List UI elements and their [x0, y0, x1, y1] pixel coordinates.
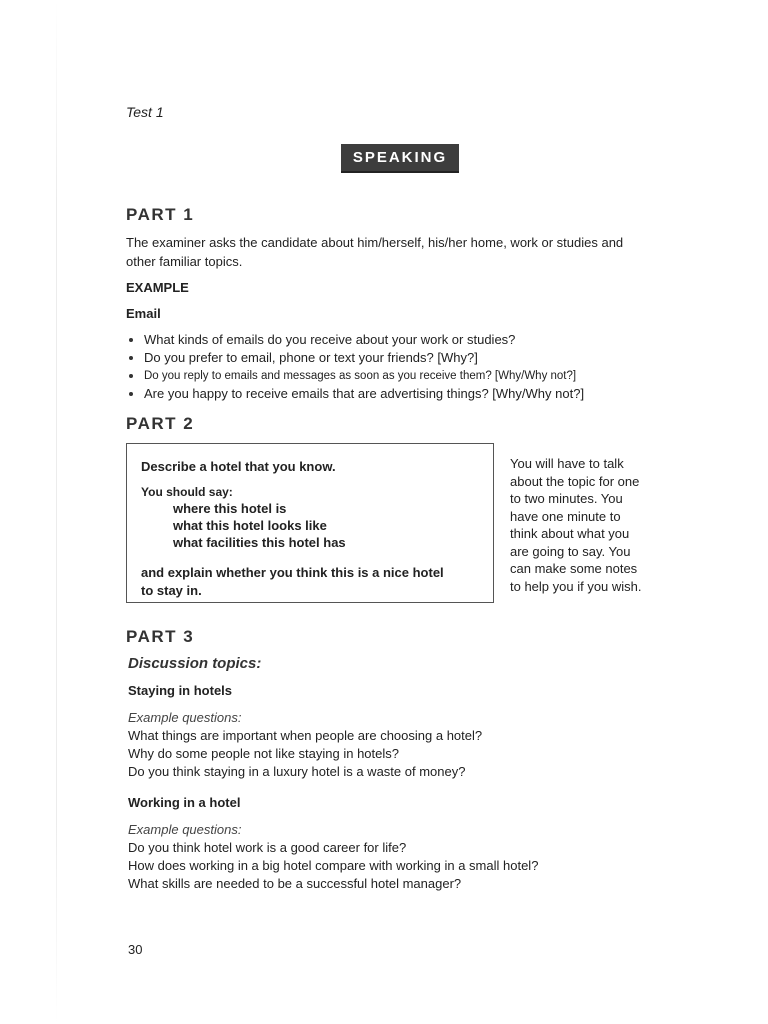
part3-heading: PART 3 [126, 627, 195, 646]
topic-questions-working [128, 821, 538, 893]
instruction-line: have one minute to [510, 508, 621, 524]
part1-heading: PART 1 [126, 205, 195, 224]
cue-card-explain [141, 564, 483, 600]
instruction-line: You will have to talk [510, 456, 624, 471]
part1-intro-line1: The examiner asks the candidate about him/herself, his/her home, work or studies and [126, 235, 624, 250]
topic-title-staying: Staying in hotels [128, 683, 233, 698]
cue-card-point: what this hotel looks like [173, 518, 327, 533]
list-item: What kinds of emails do you receive about your work or studies? [126, 331, 584, 349]
list-item: Do you prefer to email, phone or text your friends? [Why?] [126, 349, 584, 367]
example-questions-label: Example questions: [128, 710, 242, 725]
list-item: Do you reply to emails and messages as soon as you receive them? [Why/Why not?] [126, 367, 584, 385]
test-label: Test 1 [126, 104, 164, 120]
part1-topic: Email [126, 306, 161, 321]
question-line: How does working in a big hotel compare with working in a small hotel? [128, 858, 539, 873]
section-title-banner: SPEAKING [341, 144, 459, 173]
cue-card-explain-line1: and explain whether you think this is a nice hotel [141, 565, 444, 580]
instruction-line: to help you if you wish. [510, 578, 642, 594]
part2-heading: PART 2 [126, 414, 195, 433]
cue-card-explain-line2: to stay in. [141, 583, 202, 598]
cue-card-should-say: You should say: [141, 485, 233, 499]
part1-question-list [126, 331, 584, 403]
instruction-line: can make some notes [510, 561, 638, 576]
question-line: Do you think hotel work is a good career for life? [128, 840, 407, 855]
instruction-line: about the topic for one [510, 473, 640, 489]
part1-intro [126, 233, 623, 271]
page-edge-shadow [56, 0, 57, 1024]
list-item: Are you happy to receive emails that are advertising things? [Why/Why not?] [126, 385, 584, 403]
discussion-topics-label: Discussion topics: [128, 655, 262, 672]
part2-instructions [510, 455, 670, 595]
question-line: What skills are needed to be a successful hotel manager? [128, 876, 462, 891]
instruction-line: think about what you [510, 526, 630, 541]
question-line: Why do some people not like staying in hotels? [128, 746, 399, 761]
instruction-line: to two minutes. You [510, 491, 623, 506]
part1-example-label: EXAMPLE [126, 280, 189, 295]
cue-card-point: where this hotel is [173, 501, 287, 516]
instruction-line: are going to say. You [510, 543, 631, 559]
topic-title-working: Working in a hotel [128, 795, 241, 810]
question-line: Do you think staying in a luxury hotel is a waste of money? [128, 764, 466, 779]
question-line: What things are important when people are choosing a hotel? [128, 728, 483, 743]
cue-card-title: Describe a hotel that you know. [141, 459, 336, 474]
page-number: 30 [128, 942, 143, 957]
cue-card-point: what facilities this hotel has [173, 535, 346, 550]
topic-questions-staying [128, 709, 482, 781]
cue-card-content [141, 458, 483, 600]
example-questions-label: Example questions: [128, 822, 242, 837]
cue-card [126, 443, 494, 603]
part1-intro-line2: other familiar topics. [126, 254, 243, 269]
